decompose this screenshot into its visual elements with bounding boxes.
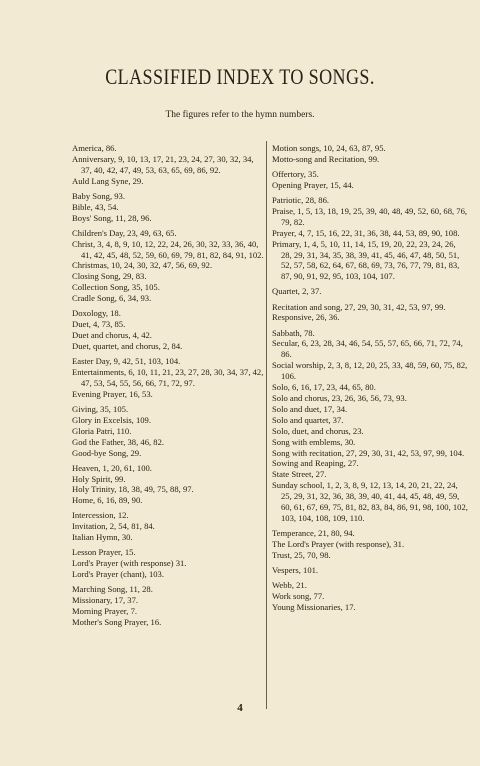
index-entry: Work song, 77.: [272, 590, 325, 601]
index-entry: Prayer, 4, 7, 15, 16, 22, 31, 36, 38, 44, 53, 89, 90, 108.: [272, 227, 460, 238]
index-entry: The Lord's Prayer (with response), 31.: [272, 538, 405, 549]
index-entry: Bible, 43, 54.: [72, 201, 119, 212]
index-entry: Baby Song, 93.: [72, 190, 125, 201]
index-letter-group: [272, 580, 468, 613]
index-letter-group: [272, 195, 468, 282]
index-entry: Holy Spirit, 99.: [72, 473, 126, 484]
index-entry: Motion songs, 10, 24, 63, 87, 95.: [272, 143, 386, 153]
index-letter-group: [72, 463, 264, 507]
index-letter-group: [72, 228, 264, 304]
index-entry: Song with recitation, 27, 29, 30, 31, 42, 53, 97, 99, 104.: [272, 447, 465, 458]
index-entry: Trust, 25, 70, 98.: [272, 549, 331, 560]
index-letter-group: [272, 286, 468, 297]
index-entry: Intercession, 12.: [72, 510, 129, 521]
index-entry: Motto-song and Recitation, 99.: [272, 153, 380, 164]
page-number: 4: [237, 702, 243, 714]
index-entry: Auld Lang Syne, 29.: [72, 175, 144, 186]
index-entry: Easter Day, 9, 42, 51, 103, 104.: [72, 356, 181, 367]
index-entry: Song with emblems, 30.: [272, 436, 356, 447]
index-entry: Italian Hymn, 30.: [72, 532, 133, 543]
index-entry: Duet, 4, 73, 85.: [72, 319, 126, 330]
index-entry: America, 86.: [72, 143, 117, 153]
index-entry: Duet and chorus, 4, 42.: [72, 330, 152, 341]
index-letter-group: [272, 302, 468, 324]
index-entry: Praise, 1, 5, 13, 18, 19, 25, 39, 40, 48, 49, 52, 60, 68, 76, 79, 82.: [272, 205, 468, 227]
index-entry: Lord's Prayer (with response) 31.: [72, 558, 187, 569]
index-entry: Solo and chorus, 23, 26, 36, 56, 73, 93.: [272, 392, 407, 403]
index-entry: Sowing and Reaping, 27.: [272, 458, 359, 469]
index-entry: Temperance, 21, 80, 94.: [272, 528, 355, 539]
index-entry: Solo, 6, 16, 17, 23, 44, 65, 80.: [272, 382, 376, 393]
index-entry: Cradle Song, 6, 34, 93.: [72, 293, 152, 304]
index-entry: Social worship, 2, 3, 8, 12, 20, 25, 33, 48, 59, 60, 75, 82, 106.: [272, 360, 468, 382]
column-divider: [266, 141, 267, 709]
index-entry: Sunday school, 1, 2, 3, 8, 9, 12, 13, 14, 20, 21, 22, 24, 25, 29, 31, 32, 36, 38, 39, 40, 41, 44, 45, 48, 49, 59, 60, 61, 67, 69, 75, 81, 82, 83, 84, 86, 91, 98, 100, 102, 103, 104, 108, 109, 110.: [272, 480, 468, 523]
index-entry: State Street, 27.: [272, 469, 327, 480]
index-entry: Collection Song, 35, 105.: [72, 282, 160, 293]
index-entry: Offertory, 35.: [272, 169, 319, 179]
index-entry: Anniversary, 9, 10, 13, 17, 21, 23, 24, 27, 30, 32, 34, 37, 40, 42, 47, 49, 53, 63, 65, 69, 86, 92.: [72, 153, 254, 175]
index-entry: Sabbath, 78.: [272, 327, 315, 338]
page-title: CLASSIFIED INDEX TO SONGS.: [105, 64, 375, 89]
index-entry: Solo and duet, 17, 34.: [272, 403, 348, 414]
index-letter-group: [72, 584, 264, 628]
index-entry: Responsive, 26, 36.: [272, 312, 340, 323]
index-entry: Boys' Song, 11, 28, 96.: [72, 212, 152, 223]
index-entry: Evening Prayer, 16, 53.: [72, 388, 153, 399]
index-letter-group: [72, 191, 264, 224]
index-entry: Good-bye Song, 29.: [72, 447, 142, 458]
index-column-right: [272, 143, 468, 617]
index-letter-group: [72, 404, 264, 459]
index-entry: Heaven, 1, 20, 61, 100.: [72, 462, 152, 473]
index-entry: Patriotic, 28, 86.: [272, 195, 330, 205]
index-entry: Primary, 1, 4, 5, 10, 11, 14, 15, 19, 20, 22, 23, 24, 26, 28, 29, 31, 34, 35, 38, 39, 41, 45, 46, 47, 48, 50, 51, 52, 57, 58, 62, 64, 67, 68, 69, 73, 76, 77, 79, 81, 83, 87, 90, 91, 92, 95, 103, 104, 107.: [272, 238, 460, 282]
index-entry: God the Father, 38, 46, 82.: [72, 436, 165, 447]
index-entry: Giving, 35, 105.: [72, 403, 129, 414]
index-entry: Lord's Prayer (chant), 103.: [72, 569, 164, 580]
index-entry: Solo and quartet, 37.: [272, 414, 344, 425]
index-entry: Mother's Song Prayer, 16.: [72, 616, 162, 627]
index-entry: Young Missionaries, 17.: [272, 601, 356, 612]
index-entry: Home, 6, 16, 89, 90.: [72, 495, 143, 506]
index-entry: Children's Day, 23, 49, 63, 65.: [72, 227, 177, 238]
index-entry: Christmas, 10, 24, 30, 32, 47, 56, 69, 92.: [72, 260, 213, 271]
index-entry: Gloria Patri, 110.: [72, 425, 132, 436]
index-entry: Solo, duet, and chorus, 23.: [272, 425, 364, 436]
index-letter-group: [272, 565, 468, 576]
index-entry: Webb, 21.: [272, 580, 307, 591]
index-letter-group: [272, 169, 468, 191]
index-entry: Recitation and song, 27, 29, 30, 31, 42, 53, 97, 99.: [272, 301, 446, 312]
index-letter-group: [72, 143, 264, 187]
index-letter-group: [272, 528, 468, 561]
index-entry: Holy Trinity, 18, 38, 49, 75, 88, 97.: [72, 484, 194, 495]
index-entry: Duet, quartet, and chorus, 2, 84.: [72, 340, 183, 351]
page-subtitle: The figures refer to the hymn numbers.: [165, 110, 315, 120]
index-column-left: [72, 143, 264, 632]
index-entry: Marching Song, 11, 28.: [72, 584, 153, 595]
index-letter-group: [72, 547, 264, 580]
index-entry: Morning Prayer, 7.: [72, 606, 138, 617]
index-entry: Invitation, 2, 54, 81, 84.: [72, 521, 155, 532]
index-entry: Vespers, 101.: [272, 564, 319, 575]
index-entry: Lesson Prayer, 15.: [72, 547, 136, 558]
index-letter-group: [72, 308, 264, 352]
index-letter-group: [72, 510, 264, 543]
index-entry: Quartet, 2, 37.: [272, 286, 322, 297]
index-entry: Missionary, 17, 37.: [72, 595, 139, 606]
index-entry: Opening Prayer, 15, 44.: [272, 179, 354, 190]
index-entry: Entertainments, 6, 10, 11, 21, 23, 27, 28, 30, 34, 37, 42, 47, 53, 54, 55, 56, 66, 71, 72, 97.: [72, 366, 264, 388]
index-entry: Glory in Excelsis, 109.: [72, 414, 152, 425]
index-entry: Doxology, 18.: [72, 308, 121, 319]
index-letter-group: [272, 328, 468, 524]
index-entry: Christ, 3, 4, 8, 9, 10, 12, 22, 24, 26, 30, 32, 33, 36, 40, 41, 42, 45, 48, 52, 59, 60, 69, 79, 81, 82, 84, 91, 102.: [72, 238, 264, 260]
index-letter-group: [272, 143, 468, 165]
index-letter-group: [72, 356, 264, 400]
index-entry: Secular, 6, 23, 28, 34, 46, 54, 55, 57, 65, 66, 71, 72, 74, 86.: [272, 338, 463, 360]
index-entry: Closing Song, 29, 83.: [72, 271, 147, 282]
